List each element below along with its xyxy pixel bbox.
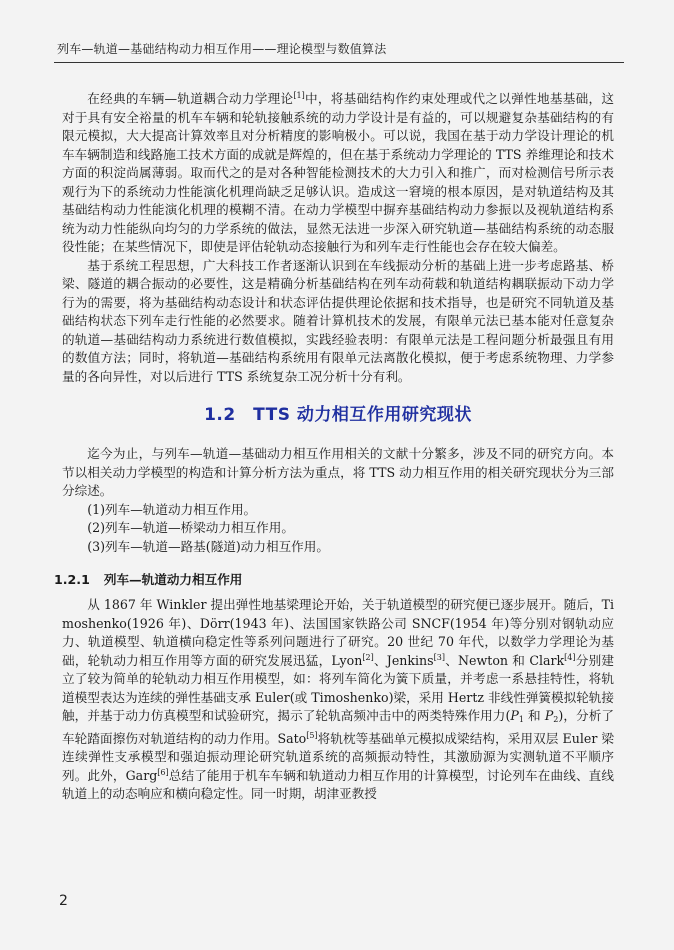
text-span: 将轨枕等基础单元模拟成梁结构，采用双层 Euler 梁连续弹性支承模型和强迫振动理论研究轨道系统的高频振动特性，其激励源为实测轨道不平顺序列。此外，Garg	[62, 730, 615, 783]
text-span: 从 1867 年 Winkler 提出弹性地基梁理论开始，关于轨道模型的研究便已逐步展开。随后，Timoshenko(1926 年)、Dörr(1943 年)、法国国家铁路公司 SNCF(1954 年)等分别对钢轨动应力、轨道模型、轨道横向稳定性等系列问题进行了研究。20 世纪 70 年代，以数学力学理论为基础，轮轨动力相互作用等方面的研究发展迅猛，Lyon	[62, 597, 614, 668]
list-item: (3)列车—轨道—路基(隧道)动力相互作用。	[87, 538, 329, 554]
text-span: 、Jenkins	[373, 652, 434, 668]
section-heading: 1.2 TTS 动力相互作用研究现状	[204, 405, 472, 425]
text-span: 中，将基础结构作约束处理或代之以弹性地基基础，这对于具有安全裕量的机车车辆和轮轨接触系统的动力学设计是有益的，可以规避复杂基础结构的有限元模拟，大大提高计算效率且对分析精度的影响极小。可以说，我国在基于动力学设计理论的机车车辆制造和线路施工技术方面的成就是辉煌的，但在基于系统动力学理论的 TTS 养维理论和技术方面的积淀尚属薄弱。取而代之的是对各种智能检测技术的大力引入和推广，而对检测信号所示表观行为下的系统动力性能演化机理尚缺乏足够认识。造成这一窘境的根本原因，是对轨道结构及其基础结构动力性能演化机理的模糊不清。在动力学模型中摒弃基础结构动力参振以及视轨道结构系统为动力性能纵向均匀的力学系统的做法，显然无法进一步深入研究轨道—基础结构系统的动态服役性能；在某些情况下，即使是评估轮轨动态接触行为和列车走行性能也会存在较大偏差。	[62, 91, 614, 254]
paragraph-4	[62, 596, 614, 804]
citation-ref: [1]	[293, 90, 305, 100]
paragraph-2: 基于系统工程思想，广大科技工作者逐渐认识到在车线振动分析的基础上进一步考虑路基、桥梁、隧道的耦合振动的必要性，这是精确分析基础结构在列车动荷载和轨道结构耦联振动下动力学行为的需要，将为基础结构动态设计和状态评估提供理论依据和技术指导，也是研究不同轨道及基础结构状态下列车走行性能的必然要求。随着计算机技术的发展，有限单元法已基本能对任意复杂的轨道—基础结构动力系统进行数值模拟，实践经验表明：有限单元法是工程问题分析最强且有用的数值方法；同时，将轨道—基础结构系统用有限单元法离散化模拟，便于考虑系统物理、力学参量的各向异性，对以后进行 TTS 系统复杂工况分析十分有利。	[62, 257, 614, 384]
citation-ref: [5]	[306, 730, 318, 740]
list-item: (1)列车—轨道动力相互作用。	[87, 501, 257, 517]
text-span: 分别建立了较为简单的轮轨动力相互作用模型，如：将列车简化为簧下质量，并考虑一系悬挂特性，将轨道模型表达为连续的弹性基础支承 Euler(或 Timoshenko)梁，采用 Hertz 非线性弹簧模拟轮轨接触，并基于动力仿真模型和试验研究，揭示了轮轨高频冲击中的两类特殊作用力(	[62, 652, 615, 723]
text-span: 总结了能用于机车车辆和轨道动力相互作用的计算模型，讨论列车在曲线、直线轨道上的动态响应和横向稳定性。同一时期，胡津亚教授	[62, 767, 615, 801]
paragraph-1	[62, 90, 614, 257]
page-number: 2	[59, 893, 68, 909]
text-span: 和	[523, 708, 545, 723]
math-subscript: 1	[518, 715, 524, 724]
header-rule	[54, 62, 624, 63]
subsection-number: 1.2.1	[54, 572, 90, 587]
citation-ref: [3]	[433, 652, 445, 662]
citation-ref: [2]	[362, 652, 374, 662]
citation-ref: [6]	[157, 767, 169, 777]
subsection-heading	[54, 569, 614, 588]
running-header: 列车—轨道—基础结构动力相互作用——理论模型与数值算法	[57, 42, 387, 56]
math-symbol: P	[510, 708, 519, 723]
text-span: 、Newton 和 Clark	[444, 652, 565, 668]
text-span: 在经典的车辆—轨道耦合动力学理论	[87, 91, 294, 106]
math-subscript: 2	[553, 715, 559, 724]
text-span: )，分析了车轮踏面擦伤对轨道结构的动力作用。Sato	[62, 708, 614, 746]
paragraph-3: 迄今为止，与列车—轨道—基础动力相互作用相关的文献十分繁多，涉及不同的研究方向。本节以相关动力学模型的构造和计算分析方法为重点，将 TTS 动力相互作用的相关研究现状分为三部分综述。	[62, 446, 614, 498]
citation-ref: [4]	[564, 652, 576, 662]
math-symbol: P	[544, 708, 554, 723]
list-item: (2)列车—轨道—桥梁动力相互作用。	[87, 520, 294, 535]
page-body	[54, 90, 615, 804]
subsection-title: 列车—轨道动力相互作用	[103, 572, 243, 587]
